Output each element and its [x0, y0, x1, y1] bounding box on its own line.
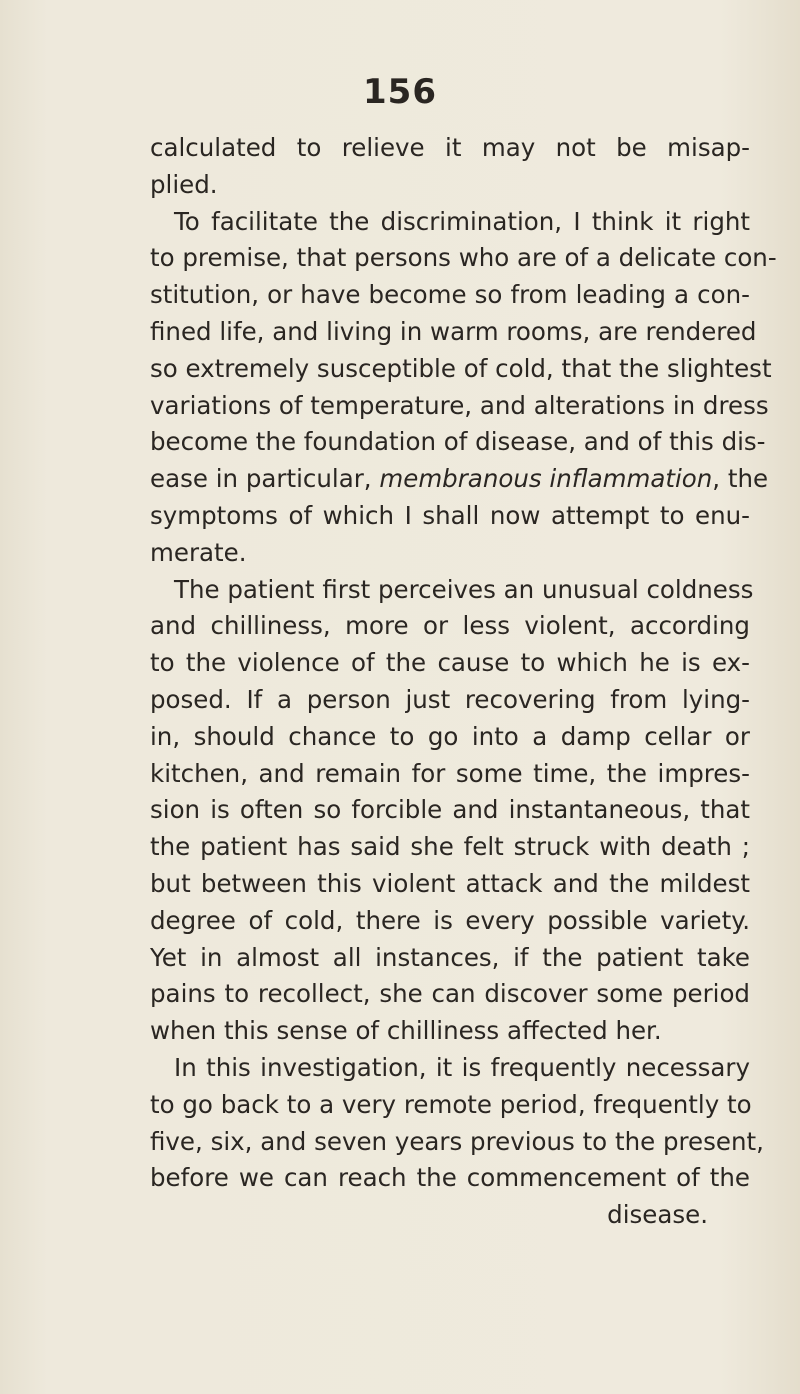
text-line: but between this violent attack and the mildest	[150, 868, 750, 898]
text-line: pains to recollect, she can discover some period	[150, 979, 750, 1009]
text-segment: ease in particular,	[150, 464, 372, 494]
text-line: variations of temperature, and alterations in dress	[150, 390, 769, 420]
text-line: become the foundation of disease, and of this dis-	[150, 427, 766, 457]
text-line: five, six, and seven years previous to the present,	[150, 1126, 764, 1156]
text-line: calculated to relieve it may not be misap-	[150, 133, 750, 162]
text-line: posed. If a person just recovering from lying-	[150, 684, 750, 714]
text-line: fined life, and living in warm rooms, are rendered	[150, 316, 757, 346]
text-line: In this investigation, it is frequently necessary	[174, 1052, 750, 1082]
text-line: to the violence of the cause to which he is ex-	[150, 648, 750, 678]
body-text	[150, 130, 777, 1234]
text-line: to go back to a very remote period, frequently to	[150, 1089, 752, 1119]
text-line: in, should chance to go into a damp cellar or	[150, 721, 750, 751]
text-line: To facilitate the discrimination, I think it right	[174, 206, 750, 236]
text-line: before we can reach the commencement of the	[150, 1163, 750, 1193]
text-line: sion is often so forcible and instantaneous, that	[150, 795, 750, 825]
text-line: stitution, or have become so from leading a con-	[150, 280, 750, 310]
catchword-line: disease.	[607, 1200, 708, 1230]
text-line: to premise, that persons who are of a delicate con-	[150, 243, 777, 273]
text-line: plied.	[150, 169, 218, 199]
text-line: kitchen, and remain for some time, the impres-	[150, 758, 750, 788]
text-line: the patient has said she felt struck with death ;	[150, 832, 750, 862]
text-line-with-italic	[150, 461, 769, 498]
text-line: The patient first perceives an unusual coldness	[174, 574, 754, 604]
italic-term: membranous inflammation	[379, 464, 713, 494]
text-line: degree of cold, there is every possible variety.	[150, 905, 750, 935]
text-line: so extremely susceptible of cold, that the slightest	[150, 353, 772, 383]
text-line: and chilliness, more or less violent, according	[150, 611, 750, 641]
text-line: symptoms of which I shall now attempt to enu-	[150, 500, 750, 530]
text-line: Yet in almost all instances, if the patient take	[150, 942, 750, 972]
page-number: 156	[363, 72, 437, 112]
text-line: when this sense of chilliness affected her.	[150, 1016, 662, 1046]
text-line: merate.	[150, 537, 247, 567]
text-segment: , the	[712, 464, 769, 494]
